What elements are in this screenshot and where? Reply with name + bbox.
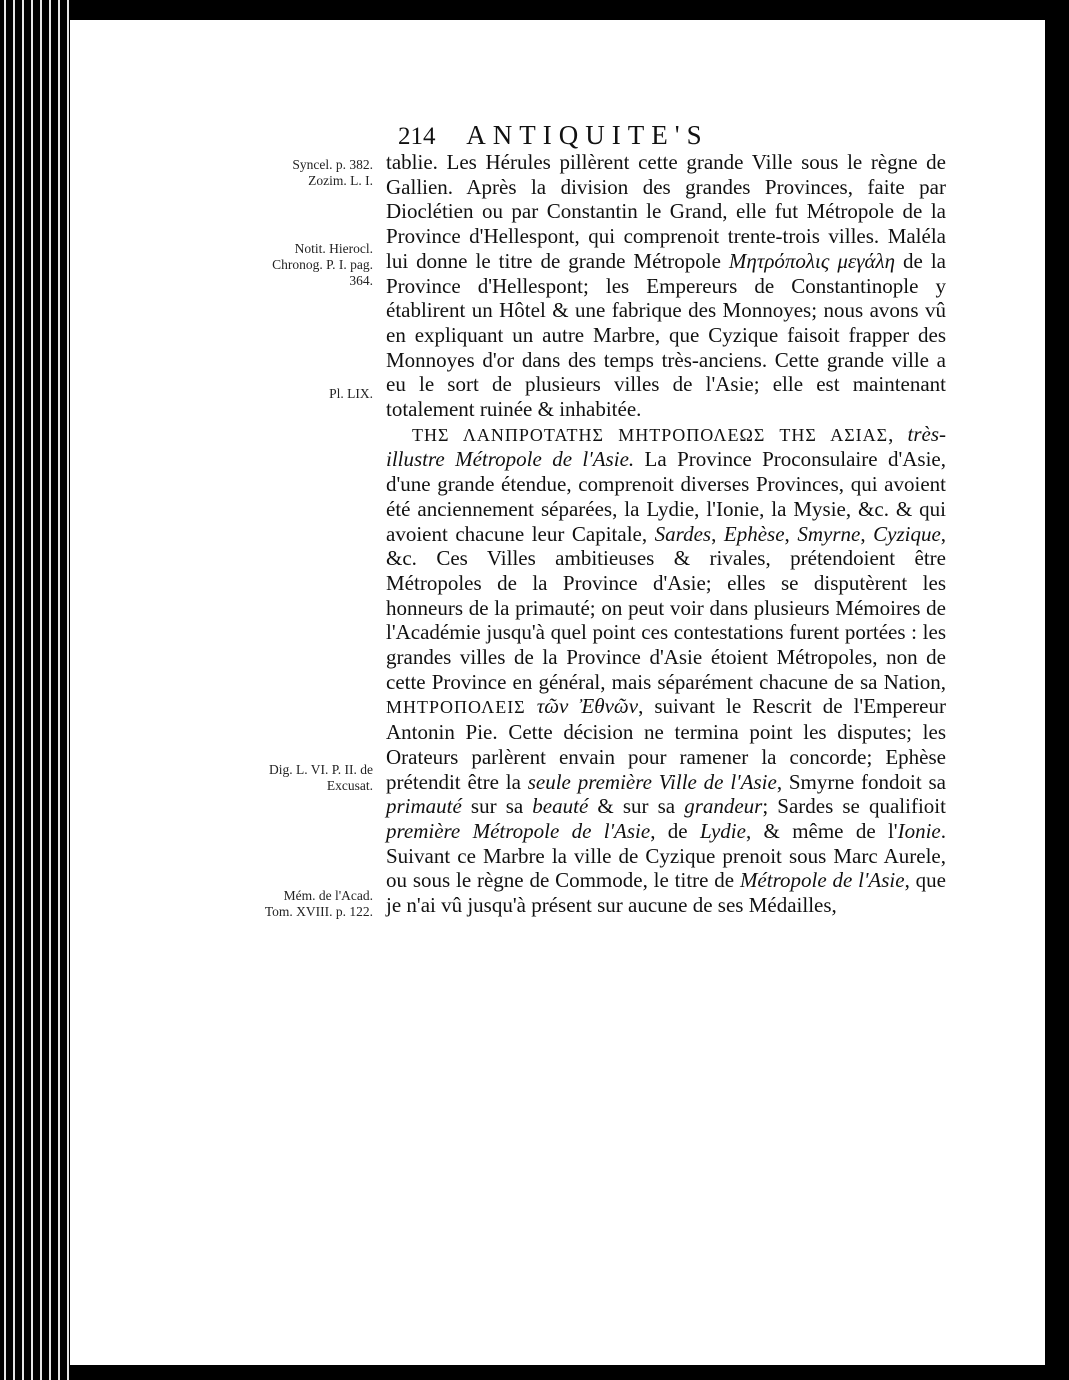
text-segment: primauté [386, 794, 462, 819]
text-segment: très-illustre Métropole de l'Asie. [386, 421, 946, 472]
text-segment: , que je n'ai vû jusqu'à présent sur aucune de ses Médailles, [386, 868, 946, 918]
text-segment: La Province Proconsulaire d'Asie, d'une grande étendue, comprenoit diverses Provinces, qui avoient été anciennement séparées, la Lydie, l'Ionie, la Mysie, &c. & qui avoient chacune leur Capitale, [386, 447, 946, 546]
text-segment: Sardes [654, 521, 712, 546]
text-segment: tablie. Les Hérules pillèrent cette grande Ville sous le règne de Gallien. Après la division des grandes Provinces, faite par Dioclétien ou par Constantin le Grand, elle fut Métropole de la Province d'Hellespont, qui comprenoit trente-trois villes. Maléla lui donne le titre de grande Métropole [386, 150, 946, 273]
text-segment: ΜΗΤΡΟΠΟΛΕΙΣ [386, 697, 526, 718]
text-segment: sur sa [461, 794, 533, 819]
text-segment: , [860, 521, 874, 546]
text-segment: τῶν Ἐθνῶν [536, 694, 639, 719]
text-segment: Ionie [897, 818, 941, 843]
main-text [386, 150, 946, 918]
book-spine [0, 0, 70, 1380]
margin-note: Mém. de l'Acad. Tom. XVIII. p. 122. [264, 888, 373, 919]
margin-note: Syncel. p. 382. Zozim. L. I. [292, 157, 373, 188]
text-segment: , Smyrne fondoit sa [776, 769, 947, 794]
text-segment: & sur sa [588, 794, 685, 819]
margin-note: Dig. L. VI. P. II. de Excusat. [269, 762, 373, 793]
text-segment: ΤΗΣ ΛΑΝΠΡΟΤΑΤΗΣ ΜΗΤΡΟΠΟΛΕΩΣ ΤΗΣ ΑΣΙΑΣ [412, 424, 889, 445]
running-title: ANTIQUITE'S [466, 120, 709, 150]
text-segment: beauté [532, 794, 589, 819]
text-segment: seule première Ville de l'Asie [527, 769, 777, 794]
text-segment: Ephèse [723, 521, 785, 546]
text-segment: , [888, 421, 908, 446]
text-segment: de la Province d'Hellespont; les Empereurs de Constantinople y établirent un Hôtel & une fabrique des Monnoyes; nous avons vû en expliquant un autre Marbre, que Cyzique faisoit frapper des Monnoyes d'or dans des temps très-anciens. Cette grande ville a eu le sort de plusieurs villes de l'Asie; elle est maintenant totalement ruinée & inhabitée. [386, 248, 946, 422]
page-number: 214 [398, 123, 436, 150]
text-segment: Lydie [699, 818, 746, 843]
text-segment: Μητρόπολις μεγάλη [728, 248, 896, 273]
text-segment: Cyzique [873, 521, 941, 546]
text-segment: grandeur [684, 794, 763, 819]
text-segment: , &c. Ces Villes ambitieuses & rivales, prétendoient être Métropoles de la Province d'Asie; elles se disputèrent les honneurs de la primauté; on peut voir dans plusieurs Mémoires de l'Académie jusqu'à quel point ces contestations furent portées : les grandes villes de la Province d'Asie étoient Métropoles, non de cette Province en général, mais séparément chacune de sa Nation, [386, 521, 947, 694]
margin-note: Notit. Hierocl. Chronog. P. I. pag. 364. [272, 241, 373, 288]
text-segment: , [711, 521, 724, 546]
paragraph [386, 422, 946, 918]
text-segment: , [784, 521, 798, 546]
text-segment: première Métropole de l'Asie [386, 818, 651, 843]
text-segment [526, 694, 537, 718]
text-segment: ; Sardes se qualifioit [762, 794, 946, 819]
paragraph [386, 150, 946, 422]
text-segment: , & même de l' [745, 818, 898, 843]
text-segment: , de [650, 818, 700, 843]
margin-note: Pl. LIX. [329, 386, 373, 401]
text-segment: , suivant le Rescrit de l'Empereur Antonin Pie. Cette décision ne termina point les disputes; les Orateurs parlèrent envain pour ramener la concorde; Ephèse prétendit être la [386, 694, 946, 794]
running-header [398, 120, 818, 151]
text-segment: Smyrne [797, 521, 861, 546]
text-segment: . Suivant ce Marbre la ville de Cyzique prenoit sous Marc Aurele, ou sous le règne de Commode, le titre de [386, 818, 946, 893]
text-segment: Métropole de l'Asie [739, 868, 905, 893]
